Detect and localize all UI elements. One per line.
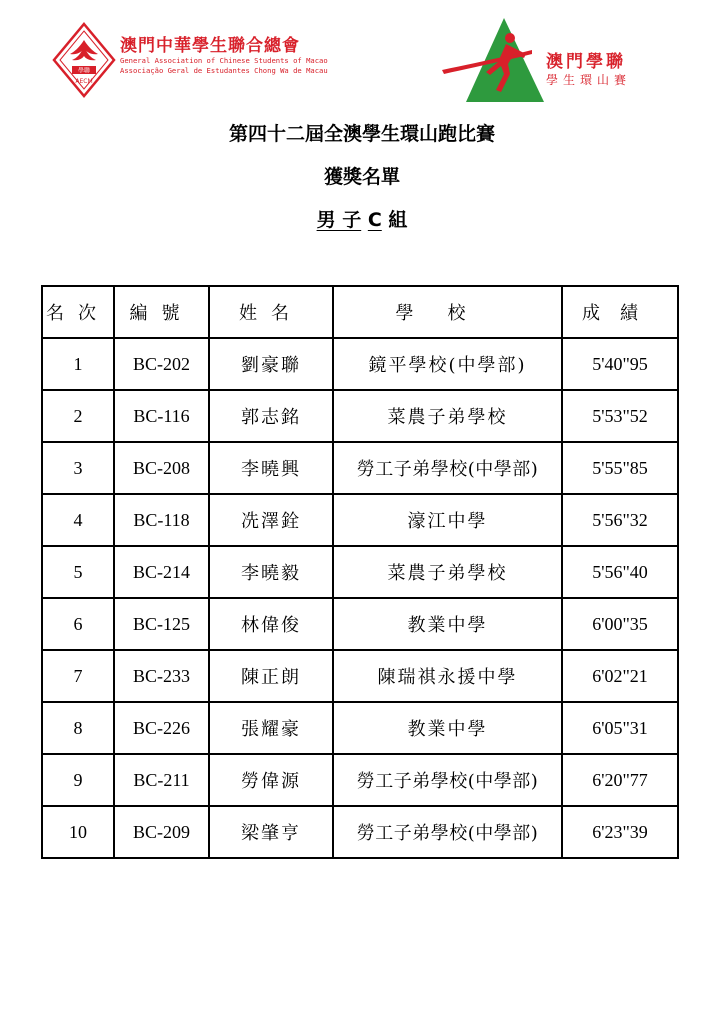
race-name <box>546 52 676 88</box>
table-row <box>42 754 678 806</box>
code-cell: BC-116 <box>114 390 209 442</box>
table-row <box>42 390 678 442</box>
table-row <box>42 494 678 546</box>
rank-cell: 6 <box>42 598 114 650</box>
rank-cell: 7 <box>42 650 114 702</box>
code-cell: BC-211 <box>114 754 209 806</box>
time-cell: 5'40"95 <box>562 338 678 390</box>
table-row <box>42 806 678 858</box>
results-table <box>41 285 679 859</box>
table-row <box>42 650 678 702</box>
rank-cell: 5 <box>42 546 114 598</box>
group-label <box>0 205 724 232</box>
school-cell: 教業中學 <box>333 702 562 754</box>
code-cell: BC-214 <box>114 546 209 598</box>
code-cell: BC-202 <box>114 338 209 390</box>
school-cell: 陳瑞祺永援中學 <box>333 650 562 702</box>
time-cell: 5'56"32 <box>562 494 678 546</box>
header-code: 編號 <box>114 286 209 338</box>
name-cell: 勞偉源 <box>209 754 333 806</box>
name-cell: 劉豪聯 <box>209 338 333 390</box>
association-name <box>120 36 350 76</box>
rank-cell: 8 <box>42 702 114 754</box>
code-cell: BC-209 <box>114 806 209 858</box>
table-row <box>42 702 678 754</box>
school-cell: 鏡平學校(中學部) <box>333 338 562 390</box>
school-cell: 教業中學 <box>333 598 562 650</box>
name-cell: 李曉毅 <box>209 546 333 598</box>
time-cell: 6'23"39 <box>562 806 678 858</box>
code-cell: BC-118 <box>114 494 209 546</box>
table-header-row <box>42 286 678 338</box>
time-cell: 6'00"35 <box>562 598 678 650</box>
svg-text:AECM: AECM <box>75 78 93 85</box>
time-cell: 6'02"21 <box>562 650 678 702</box>
association-name-pt: Associação Geral de Estudantes Chong Wa de Macau <box>120 66 328 75</box>
name-cell: 張耀豪 <box>209 702 333 754</box>
group-letter: C <box>367 209 382 231</box>
rank-cell: 3 <box>42 442 114 494</box>
school-cell: 菜農子弟學校 <box>333 546 562 598</box>
race-name-line2: 學生環山賽 <box>546 73 632 87</box>
rank-cell: 1 <box>42 338 114 390</box>
school-cell: 勞工子弟學校(中學部) <box>333 442 562 494</box>
rank-cell: 4 <box>42 494 114 546</box>
rank-cell: 2 <box>42 390 114 442</box>
association-name-en: General Association of Chinese Students of Macao <box>120 56 328 65</box>
table-row <box>42 442 678 494</box>
group-suffix: 組 <box>388 209 408 231</box>
name-cell: 陳正朗 <box>209 650 333 702</box>
association-logo <box>52 22 116 98</box>
school-cell: 勞工子弟學校(中學部) <box>333 806 562 858</box>
header-rank: 名次 <box>42 286 114 338</box>
school-cell: 勞工子弟學校(中學部) <box>333 754 562 806</box>
name-cell: 李曉興 <box>209 442 333 494</box>
page-subtitle: 獲獎名單 <box>323 166 400 188</box>
table-row <box>42 338 678 390</box>
name-cell: 林偉俊 <box>209 598 333 650</box>
race-name-line1: 澳門學聯 <box>546 52 626 72</box>
svg-text:學聯: 學聯 <box>77 67 91 75</box>
time-cell: 5'53"52 <box>562 390 678 442</box>
code-cell: BC-233 <box>114 650 209 702</box>
code-cell: BC-208 <box>114 442 209 494</box>
school-cell: 菜農子弟學校 <box>333 390 562 442</box>
table-row <box>42 546 678 598</box>
code-cell: BC-226 <box>114 702 209 754</box>
name-cell: 梁肇亨 <box>209 806 333 858</box>
code-cell: BC-125 <box>114 598 209 650</box>
page-title: 第四十二屆全澳學生環山跑比賽 <box>228 123 495 145</box>
association-name-zh: 澳門中華學生聯合總會 <box>120 36 300 56</box>
header-name: 姓名 <box>209 286 333 338</box>
name-cell: 冼澤銓 <box>209 494 333 546</box>
time-cell: 6'05"31 <box>562 702 678 754</box>
time-cell: 5'55"85 <box>562 442 678 494</box>
name-cell: 郭志銘 <box>209 390 333 442</box>
time-cell: 6'20"77 <box>562 754 678 806</box>
rank-cell: 10 <box>42 806 114 858</box>
rank-cell: 9 <box>42 754 114 806</box>
table-row <box>42 598 678 650</box>
race-logo <box>440 14 548 104</box>
header-time: 成績 <box>562 286 678 338</box>
time-cell: 5'56"40 <box>562 546 678 598</box>
header-school: 學校 <box>333 286 562 338</box>
group-prefix: 男 子 <box>316 209 362 231</box>
school-cell: 濠江中學 <box>333 494 562 546</box>
